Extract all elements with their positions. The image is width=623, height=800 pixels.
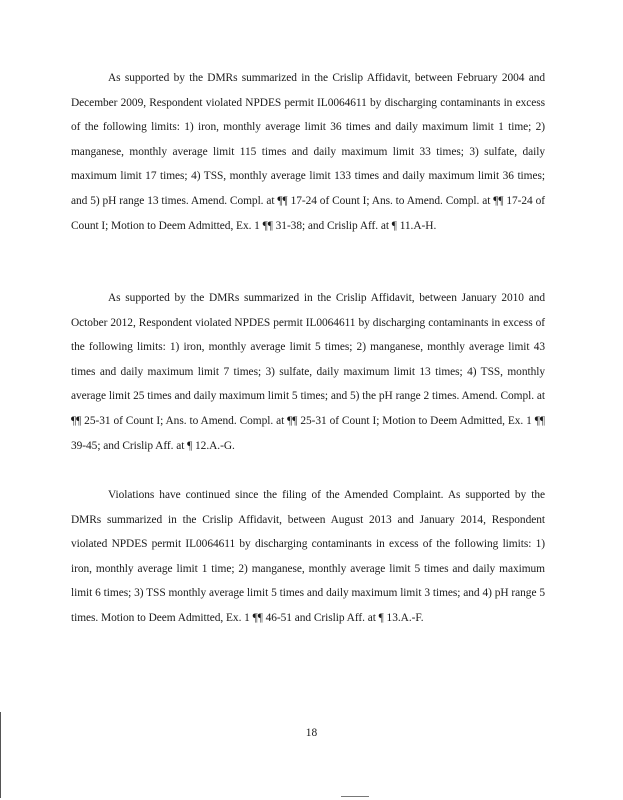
scan-edge-mark xyxy=(0,712,1,798)
paragraph: Violations have continued since the filing of the Amended Complaint. As supported by the DMRs summarized in the Crislip Affidavit, between August 2013 and January 2014, Respondent violated NPDES permit IL0064611 by discharging contaminants in excess of the following limits: 1) iron, monthly average limit 1 time; 2) manganese, monthly average limit 5 times and daily maximum limit 6 times; 3) TSS monthly average limit 5 times and daily maximum limit 3 times; and 4) pH range 5 times. Motion to Deem Admitted, Ex. 1 ¶¶ 46-51 and Crislip Aff. at ¶ 13.A.-F. xyxy=(71,489,545,624)
paragraph: As supported by the DMRs summarized in the Crislip Affidavit, between February 2004 and December 2009, Respondent violated NPDES permit IL0064611 by discharging contaminants in excess of the following limits: 1) iron, monthly average limit 36 times and daily maximum limit 1 time; 2) manganese, monthly average limit 115 times and daily maximum limit 33 times; 3) sulfate, daily maximum limit 17 times; 4) TSS, monthly average limit 133 times and daily maximum limit 36 times; and 5) pH range 13 times. Amend. Compl. at ¶¶ 17-24 of Count I; Ans. to Amend. Compl. at ¶¶ 17-24 of Count I; Motion to Deem Admitted, Ex. 1 ¶¶ 31-38; and Crislip Aff. at ¶ 11.A-H. xyxy=(71,72,545,232)
page-number: 18 xyxy=(305,727,318,739)
scan-edge-mark xyxy=(341,796,369,797)
paragraph: As supported by the DMRs summarized in the Crislip Affidavit, between January 2010 and October 2012, Respondent violated NPDES permit IL0064611 by discharging contaminants in excess of the following limits: 1) iron, monthly average limit 5 times; 2) manganese, monthly average limit 43 times and daily maximum limit 7 times; 3) sulfate, daily maximum limit 13 times; 4) TSS, monthly average limit 25 times and daily maximum limit 5 times; and 5) the pH range 2 times. Amend. Compl. at ¶¶ 25-31 of Count I; Ans. to Amend. Compl. at ¶¶ 25-31 of Count I; Motion to Deem Admitted, Ex. 1 ¶¶ 39-45; and Crislip Aff. at ¶ 12.A.-G. xyxy=(71,292,545,452)
